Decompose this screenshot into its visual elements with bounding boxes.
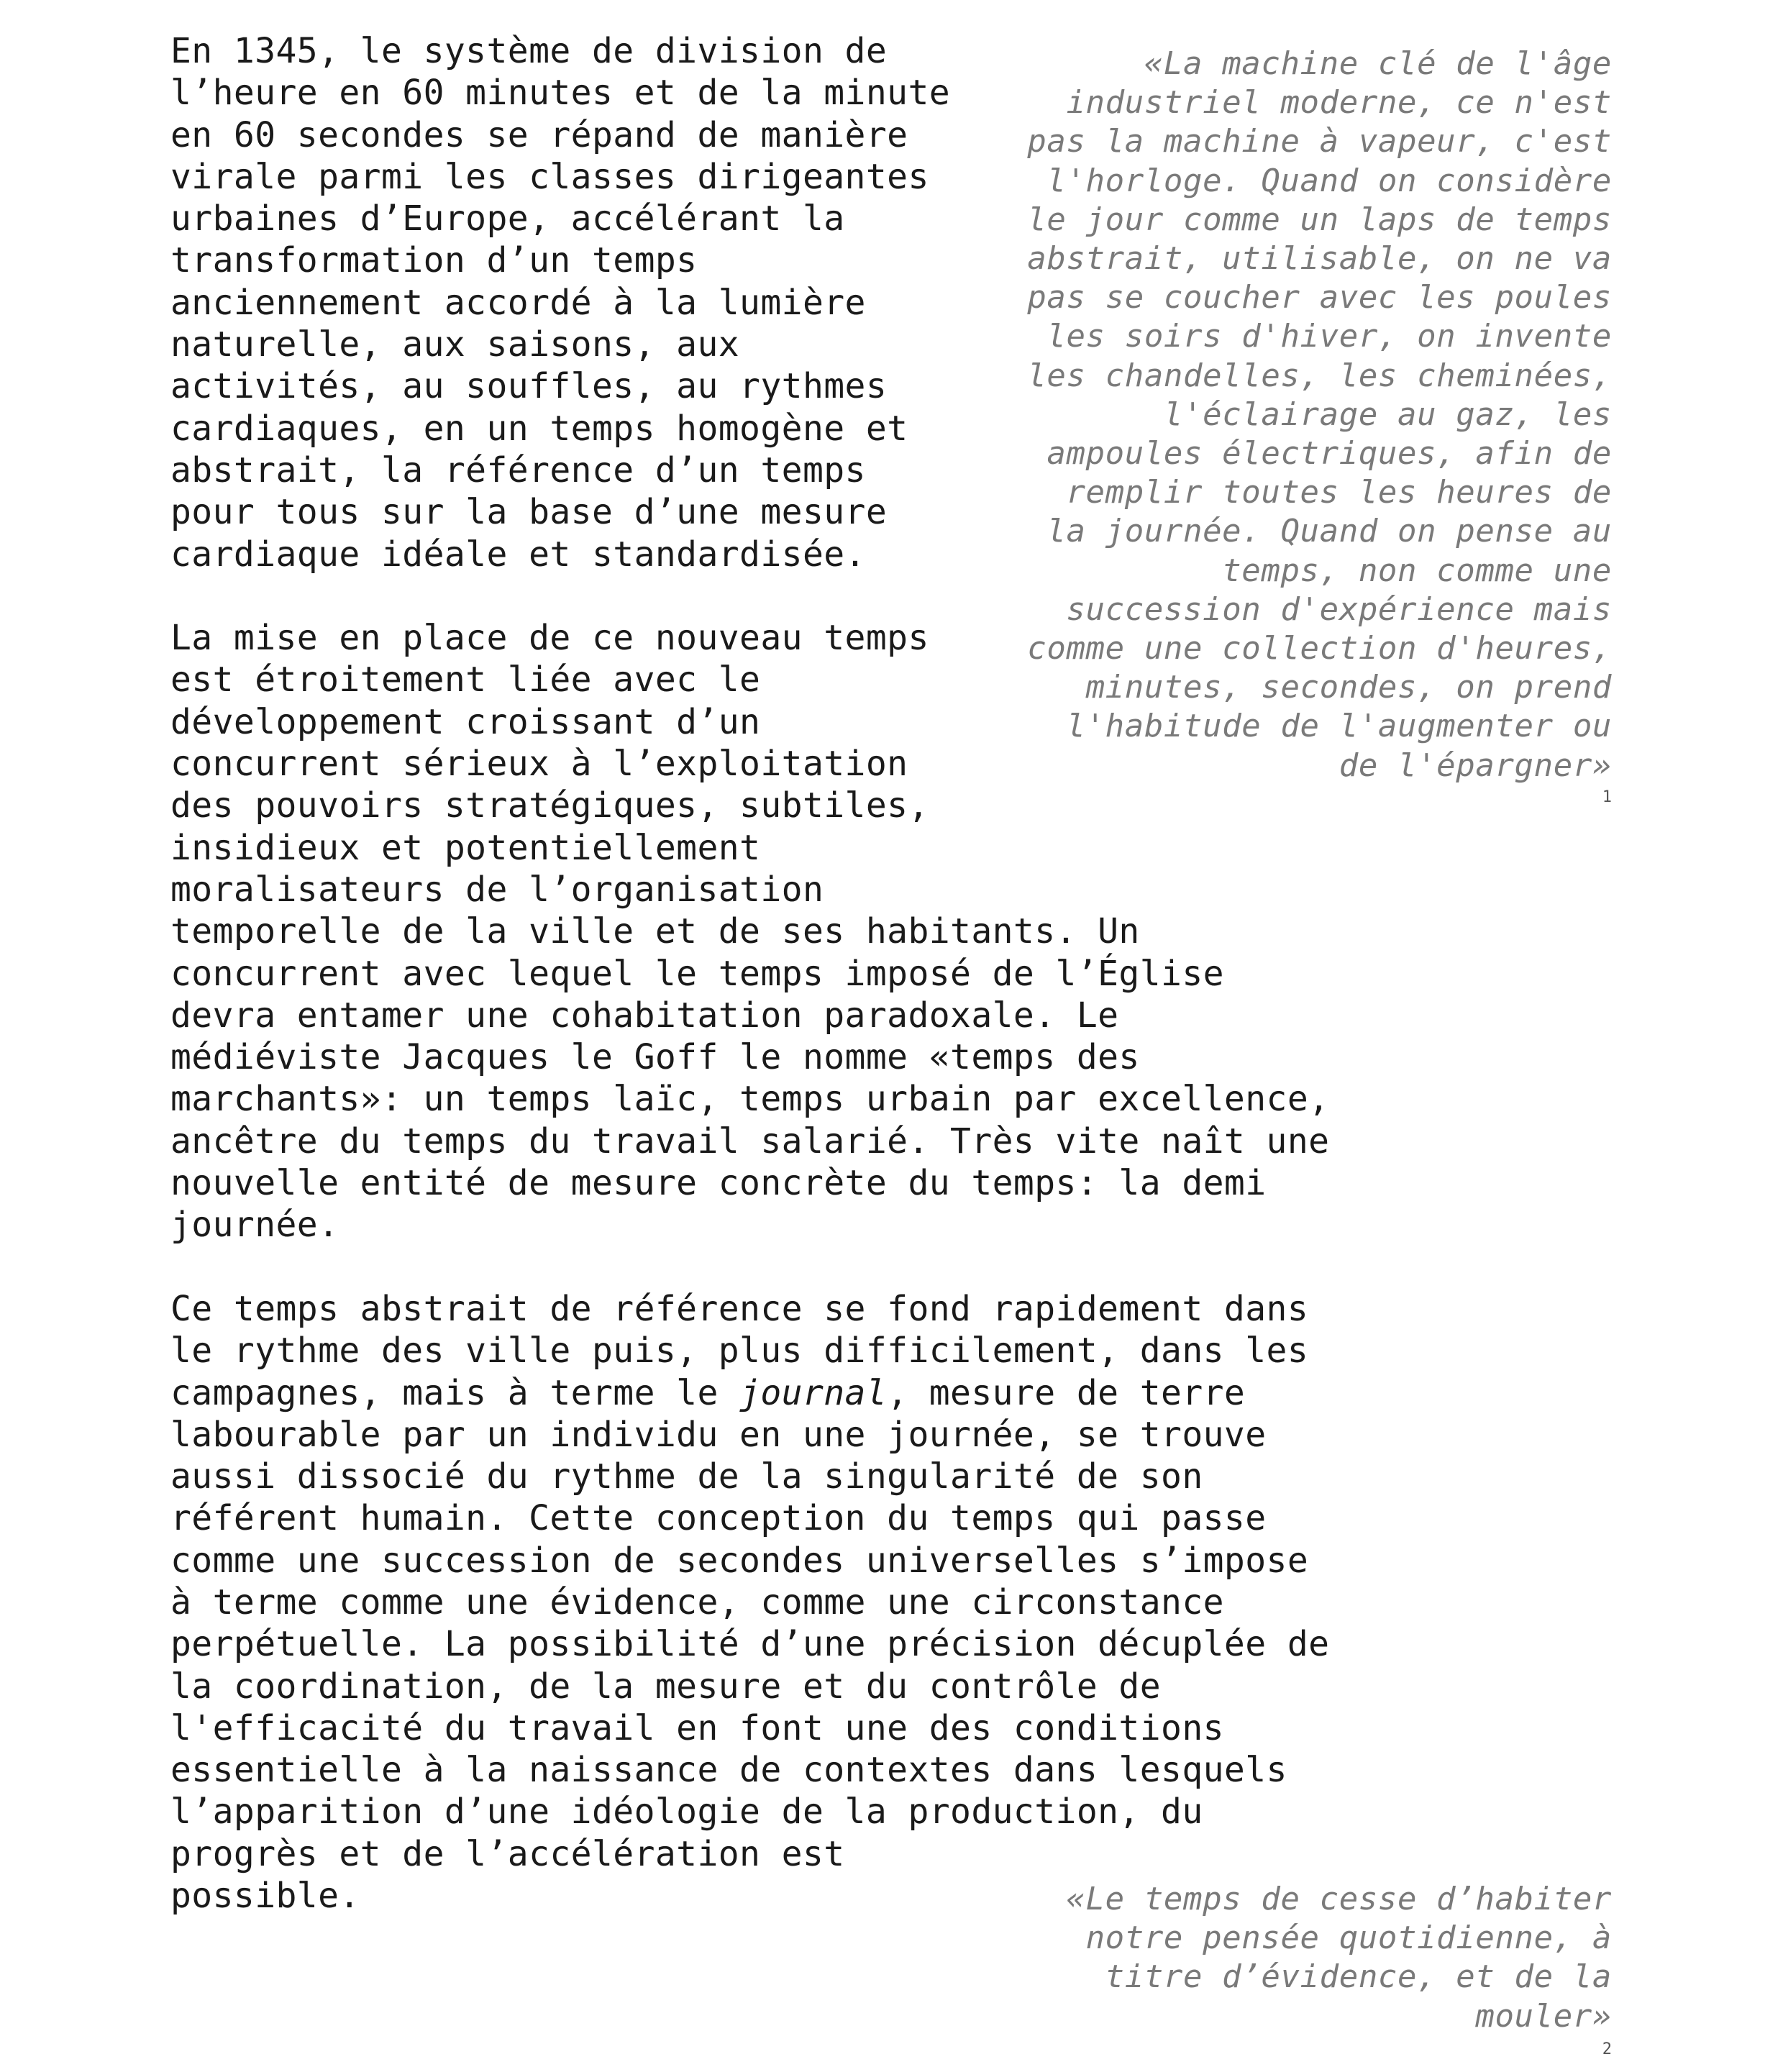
text-line: l'efficacité du travail en font une des conditions	[170, 1707, 1224, 1748]
text-line: cardiaques, en un temps homogène et	[170, 408, 908, 449]
quote-line: comme une collection d'heures,	[1027, 630, 1612, 667]
text-line: En 1345, le système de division de	[170, 31, 888, 71]
quote-line: abstrait, utilisable, on ne va	[1027, 240, 1612, 278]
text-line: l’apparition d’une idéologie de la production, du	[170, 1792, 1203, 1833]
text-line: journée.	[170, 1205, 339, 1246]
text-line: nouvelle entité de mesure concrète du temps: la demi	[170, 1163, 1267, 1204]
text-line: en 60 secondes se répand de manière	[170, 114, 908, 155]
text-line: ancêtre du temps du travail salarié. Très vite naît une	[170, 1121, 1330, 1161]
text-line: Ce temps abstrait de référence se fond rapidement dans	[170, 1288, 1309, 1329]
quote-line: le jour comme un laps de temps	[1027, 201, 1612, 238]
text-line: activités, au souffles, au rythmes	[170, 366, 888, 407]
text-line: abstrait, la référence d’un temps	[170, 449, 866, 490]
quote-line: industriel moderne, ce n'est	[1066, 84, 1612, 122]
quote-line: l'horloge. Quand on considère	[1046, 162, 1612, 199]
text-line: devra entamer une cohabitation paradoxale. Le	[170, 995, 1119, 1036]
text-line	[170, 1372, 1329, 1414]
text-line: insidieux et potentiellement	[170, 827, 761, 868]
text-line: possible.	[170, 1876, 360, 1917]
quote-line: minutes, secondes, on prend	[1085, 669, 1612, 706]
paragraph-3	[170, 1288, 1329, 1917]
text-line: la coordination, de la mesure et du contrôle de	[170, 1666, 1162, 1707]
quote-line: pas la machine à vapeur, c'est	[1027, 123, 1612, 160]
quote-line: les soirs d'hiver, on invente	[1046, 318, 1612, 355]
quote-line: pas se coucher avec les poules	[1027, 279, 1612, 316]
text-line: médiéviste Jacques le Goff le nomme «temps des	[170, 1037, 1140, 1078]
text-line: marchants»: un temps laïc, temps urbain par excellence,	[170, 1079, 1330, 1120]
text-line: référent humain. Cette conception du temps qui passe	[170, 1498, 1267, 1539]
text-line: développement croissant d’un	[170, 701, 761, 742]
paragraph-gap	[170, 1246, 1329, 1288]
text-fragment: , mesure de terre	[887, 1372, 1246, 1413]
quote-line: notre pensée quotidienne, à	[1085, 1920, 1612, 1957]
text-line: des pouvoirs stratégiques, subtiles,	[170, 785, 929, 826]
quote-line: mouler»	[1475, 1997, 1612, 2035]
text-line: pour tous sur la base d’une mesure	[170, 492, 888, 533]
quote-line: titre d’évidence, et de la	[1105, 1958, 1612, 1996]
pull-quote-2	[1066, 1880, 1612, 2036]
italic-term: journal	[739, 1372, 888, 1413]
quote-line: la journée. Quand on pense au	[1046, 513, 1612, 550]
footnote-marker-1: 1	[1602, 788, 1612, 806]
footnote-marker-2: 2	[1602, 2040, 1612, 2058]
text-line: progrès et de l’accélération est	[170, 1833, 845, 1874]
text-line: perpétuelle. La possibilité d’une précision décuplée de	[170, 1624, 1330, 1665]
text-line: virale parmi les classes dirigeantes	[170, 156, 929, 197]
quote-line: l'éclairage au gaz, les	[1163, 396, 1612, 433]
text-line: l’heure en 60 minutes et de la minute	[170, 73, 951, 114]
text-line: cardiaque idéale et standardisée.	[170, 534, 866, 575]
text-line: moralisateurs de l’organisation	[170, 869, 824, 910]
text-line: labourable par un individu en une journée, se trouve	[170, 1414, 1267, 1455]
text-line: transformation d’un temps	[170, 240, 698, 281]
quote-line: succession d'expérience mais	[1066, 590, 1612, 628]
text-line: concurrent avec lequel le temps imposé de l’Église	[170, 953, 1224, 994]
text-line: le rythme des ville puis, plus difficilement, dans les	[170, 1331, 1309, 1372]
text-line: urbaines d’Europe, accélérant la	[170, 198, 845, 239]
text-line: anciennement accordé à la lumière	[170, 282, 866, 323]
text-line: temporelle de la ville et de ses habitants. Un	[170, 911, 1140, 952]
pull-quote-1	[1027, 45, 1612, 785]
quote-line: «La machine clé de l'âge	[1144, 45, 1612, 82]
text-line: essentielle à la naissance de contextes dans lesquels	[170, 1750, 1287, 1791]
quote-line: «Le temps de cesse d’habiter	[1066, 1881, 1612, 1917]
quote-line: temps, non comme une	[1222, 552, 1612, 589]
quote-line: ampoules électriques, afin de	[1046, 435, 1612, 473]
text-line: concurrent sérieux à l’exploitation	[170, 744, 908, 785]
quote-line: les chandelles, les cheminées,	[1027, 357, 1612, 394]
text-line: comme une succession de secondes universelles s’impose	[170, 1540, 1309, 1581]
quote-line: l'habitude de l'augmenter ou	[1066, 708, 1612, 745]
quote-line: remplir toutes les heures de	[1066, 474, 1612, 511]
quote-line: de l'épargner»	[1339, 747, 1612, 784]
text-line: aussi dissocié du rythme de la singularité de son	[170, 1456, 1203, 1497]
text-line: à terme comme une évidence, comme une circonstance	[170, 1582, 1224, 1623]
text-fragment: campagnes, mais à terme le	[170, 1372, 740, 1413]
text-line: naturelle, aux saisons, aux	[170, 324, 740, 365]
text-line: est étroitement liée avec le	[170, 660, 761, 700]
text-line: La mise en place de ce nouveau temps	[170, 618, 929, 659]
